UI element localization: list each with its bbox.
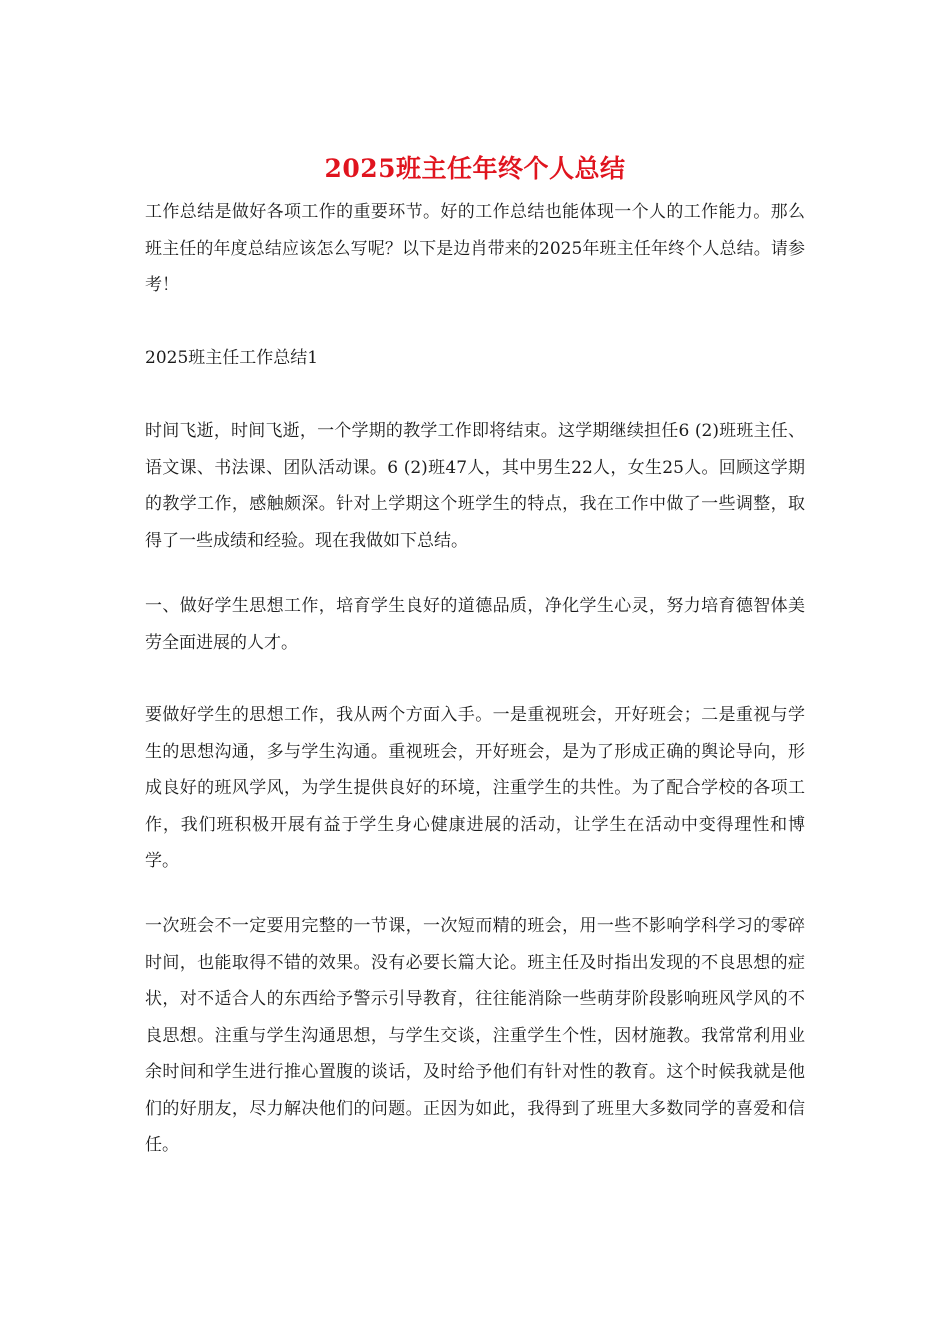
document-title: 2025班主任年终个人总结 xyxy=(324,154,626,183)
body-paragraph: 一、做好学生思想工作，培育学生良好的道德品质，净化学生心灵，努力培育德智体美劳全面进展的人才。 xyxy=(145,596,805,653)
body-paragraph: 要做好学生的思想工作，我从两个方面入手。一是重视班会，开好班会；二是重视与学生的思想沟通，多与学生沟通。重视班会，开好班会，是为了形成正确的舆论导向，形成良好的班风学风，为学生提供良好的环境，注重学生的共性。为了配合学校的各项工作，我们班积极开展有益于学生身心健康进展的活动，让学生在活动中变得理性和博学。 xyxy=(145,705,805,871)
intro-paragraph: 工作总结是做好各项工作的重要环节。好的工作总结也能体现一个人的工作能力。那么班主任的年度总结应该怎么写呢？以下是边肖带来的2025年班主任年终个人总结。请参考！ xyxy=(145,202,805,295)
body-paragraph: 一次班会不一定要用完整的一节课，一次短而精的班会，用一些不影响学科学习的零碎时间，也能取得不错的效果。没有必要长篇大论。班主任及时指出发现的不良思想的症状，对不适合人的东西给予警示引导教育，往往能消除一些萌芽阶段影响班风学风的不良思想。注重与学生沟通思想，与学生交谈，注重学生个性，因材施教。我常常利用业余时间和学生进行推心置腹的谈话，及时给予他们有针对性的教育。这个时候我就是他们的好朋友，尽力解决他们的问题。正因为如此，我得到了班里大多数同学的喜爱和信任。 xyxy=(145,916,805,1155)
section-heading: 2025班主任工作总结1 xyxy=(145,348,319,368)
body-paragraph: 时间飞逝，时间飞逝，一个学期的教学工作即将结束。这学期继续担任6 (2)班班主任、语文课、书法课、团队活动课。6 (2)班47人，其中男生22人，女生25人。回顾这学期的教学工作，感触颇深。针对上学期这个班学生的特点，我在工作中做了一些调整，取得了一些成绩和经验。现在我做如下总结。 xyxy=(145,421,805,551)
